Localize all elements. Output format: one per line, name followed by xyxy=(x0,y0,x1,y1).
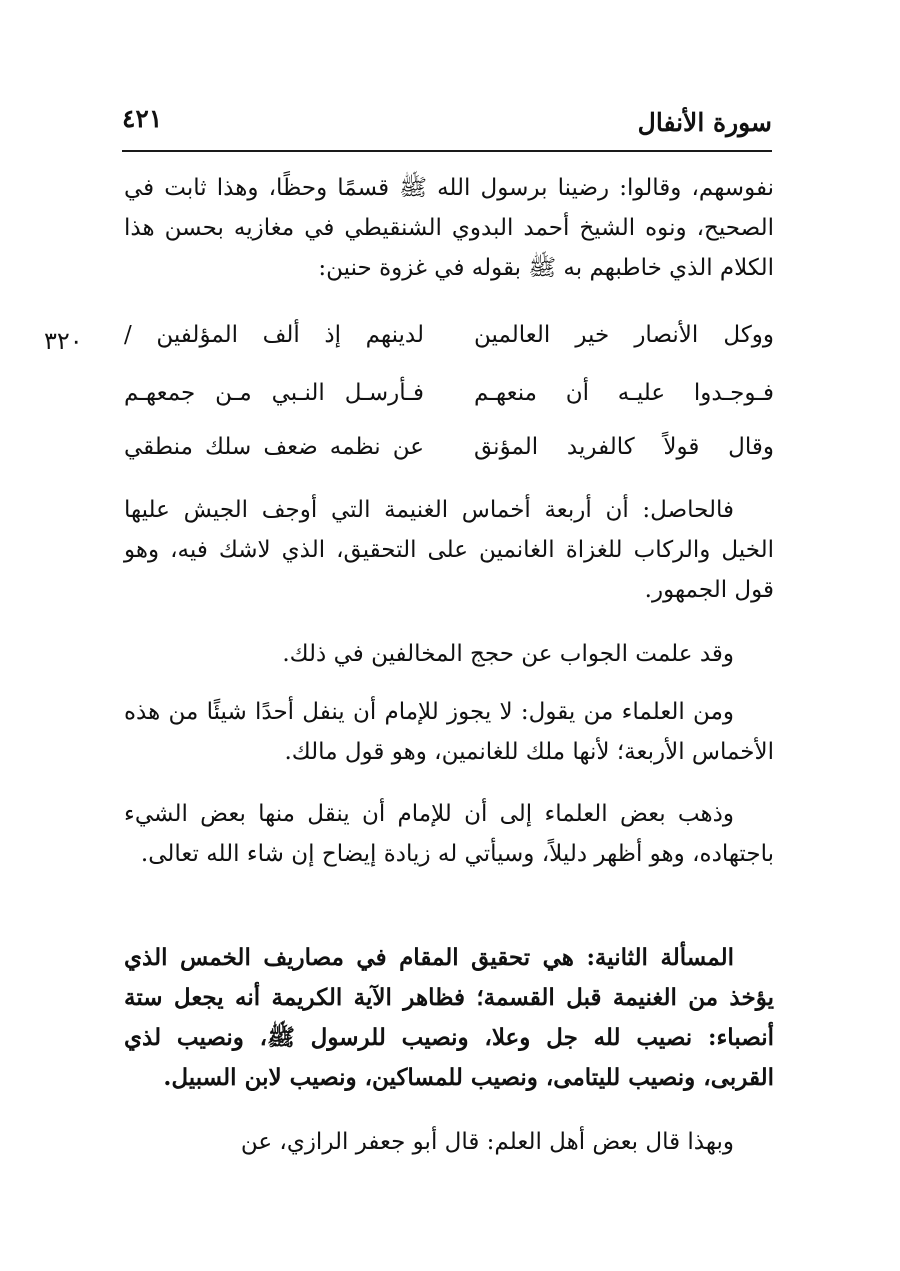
page-header xyxy=(122,96,772,152)
poem-second-hemistich: عن نظمه ضعف سلك منطقي xyxy=(124,434,424,460)
second-issue-paragraph xyxy=(124,938,774,1098)
poem-second-hemistich: لدينهم إذ ألف المؤلفين / xyxy=(124,322,424,348)
poem-first-hemistich: فـوجـدوا عليـه أن منعهـم xyxy=(474,380,774,406)
side-reference-number: ٣٢٠ xyxy=(44,327,83,355)
surah-title: سورة الأنفال xyxy=(637,108,772,137)
intro-paragraph: نفوسهم، وقالوا: رضينا برسول الله ﷺ قسمًا وحظًا، وهذا ثابت في الصحيح، ونوه الشيخ أحمد البدوي الشنقيطي في مغازيه بحسن هذا الكلام الذي خاطبهم به ﷺ بقوله في غزوة حنين: xyxy=(124,175,774,281)
poem-line xyxy=(124,434,774,474)
poem-first-hemistich: ووكل الأنصار خير العالمين xyxy=(474,322,774,348)
poem-first-hemistich: وقال قولاً كالفريد المؤنق xyxy=(474,434,774,460)
section-label: المسألة الثانية: xyxy=(586,944,734,971)
page-number: ٤٢١ xyxy=(122,104,163,133)
final-paragraph: وبهذا قال بعض أهل العلم: قال أبو جعفر الرازي، عن xyxy=(240,1129,734,1155)
paragraph: وذهب بعض العلماء إلى أن للإمام أن ينقل منها بعض الشيء باجتهاده، وهو أظهر دليلاً، وسيأتي له زيادة إيضاح إن شاء الله تعالى. xyxy=(124,801,774,867)
poem-line xyxy=(124,322,774,362)
paragraph: فالحاصل: أن أربعة أخماس الغنيمة التي أوجف الجيش عليها الخيل والركاب للغزاة الغانمين على التحقيق، الذي لاشك فيه، وهو قول الجمهور. xyxy=(124,497,774,603)
poem-line xyxy=(124,380,774,420)
paragraph: ومن العلماء من يقول: لا يجوز للإمام أن ينفل أحدًا شيئًا من هذه الأخماس الأربعة؛ لأنها ملك للغانمين، وهو قول مالك. xyxy=(124,699,774,765)
paragraph: وقد علمت الجواب عن حجج المخالفين في ذلك. xyxy=(282,641,734,667)
section-text: هي تحقيق المقام في مصاريف الخمس الذي يؤخذ من الغنيمة قبل القسمة؛ فظاهر الآية الكريمة أنه يجعل ستة أنصباء: نصيب لله جل وعلا، ونصيب للرسول ﷺ، ونصيب لذي القربى، ونصيب لليتامى، ونصيب للمساكين، ونصيب لابن السبيل. xyxy=(124,944,774,1091)
poem-second-hemistich: فـأرسـل النـبي مـن جمعهـم xyxy=(124,380,424,406)
